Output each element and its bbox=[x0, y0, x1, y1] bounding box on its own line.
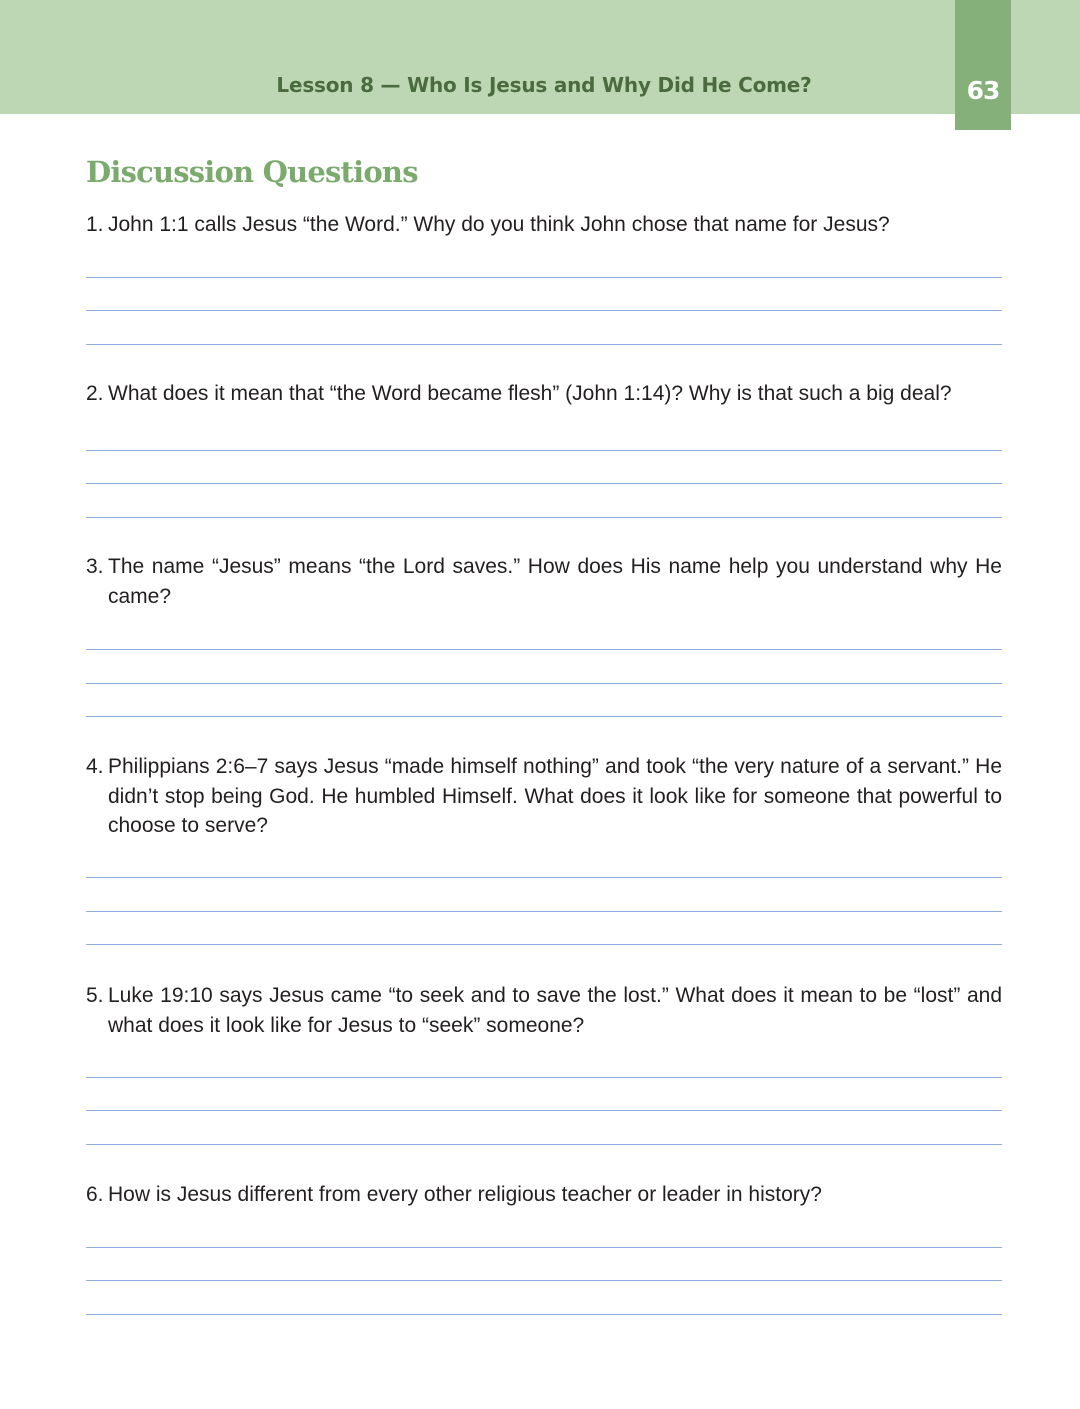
answer-line[interactable] bbox=[86, 911, 1002, 912]
answer-line[interactable] bbox=[86, 683, 1002, 684]
question-6 bbox=[86, 1180, 1002, 1210]
question-5-text-row bbox=[86, 981, 1002, 1040]
answer-line[interactable] bbox=[86, 716, 1002, 717]
answer-line[interactable] bbox=[86, 517, 1002, 518]
question-number: 3. bbox=[86, 555, 104, 578]
answer-line[interactable] bbox=[86, 1280, 1002, 1281]
question-text: The name “Jesus” means “the Lord saves.” How does His name help you understand why He came? bbox=[108, 555, 1002, 608]
question-text: Luke 19:10 says Jesus came “to seek and to save the lost.” What does it mean to be “lost” and what does it look like for Jesus to “seek” someone? bbox=[108, 984, 1002, 1037]
question-3 bbox=[86, 552, 1002, 611]
answer-line[interactable] bbox=[86, 944, 1002, 945]
answer-line[interactable] bbox=[86, 1247, 1002, 1248]
answer-line[interactable] bbox=[86, 277, 1002, 278]
answer-line[interactable] bbox=[86, 310, 1002, 311]
question-text: Philippians 2:6–7 says Jesus “made himself nothing” and took “the very nature of a servant.” He didn’t stop being God. He humbled Himself. What does it look like for someone that powerful to choose to serve? bbox=[108, 755, 1002, 837]
question-3-text-row bbox=[86, 552, 1002, 611]
question-1-text-row bbox=[86, 210, 1002, 240]
question-number: 2. bbox=[86, 382, 104, 405]
question-2-text-row bbox=[86, 379, 1002, 409]
answer-line[interactable] bbox=[86, 483, 1002, 484]
answer-line[interactable] bbox=[86, 649, 1002, 650]
question-text: How is Jesus different from every other religious teacher or leader in history? bbox=[108, 1183, 822, 1206]
question-number: 6. bbox=[86, 1183, 104, 1206]
page-number-tab bbox=[955, 0, 1011, 130]
question-6-text-row bbox=[86, 1180, 1002, 1210]
question-number: 4. bbox=[86, 755, 104, 778]
answer-line[interactable] bbox=[86, 344, 1002, 345]
question-4-text-row bbox=[86, 752, 1002, 841]
question-5 bbox=[86, 981, 1002, 1040]
answer-line[interactable] bbox=[86, 1110, 1002, 1111]
question-1 bbox=[86, 210, 1002, 240]
page-number: 63 bbox=[966, 76, 1000, 105]
question-number: 5. bbox=[86, 984, 104, 1007]
answer-line[interactable] bbox=[86, 1077, 1002, 1078]
header-band bbox=[0, 0, 1080, 114]
lesson-title: Lesson 8 — Who Is Jesus and Why Did He Come? bbox=[276, 73, 812, 97]
section-heading: Discussion Questions bbox=[86, 155, 418, 189]
answer-line[interactable] bbox=[86, 1314, 1002, 1315]
answer-line[interactable] bbox=[86, 450, 1002, 451]
question-number: 1. bbox=[86, 213, 104, 236]
question-text: John 1:1 calls Jesus “the Word.” Why do you think John chose that name for Jesus? bbox=[108, 213, 890, 236]
answer-line[interactable] bbox=[86, 877, 1002, 878]
question-4 bbox=[86, 752, 1002, 841]
answer-line[interactable] bbox=[86, 1144, 1002, 1145]
question-2 bbox=[86, 379, 1002, 409]
question-text: What does it mean that “the Word became flesh” (John 1:14)? Why is that such a big deal? bbox=[108, 382, 952, 405]
